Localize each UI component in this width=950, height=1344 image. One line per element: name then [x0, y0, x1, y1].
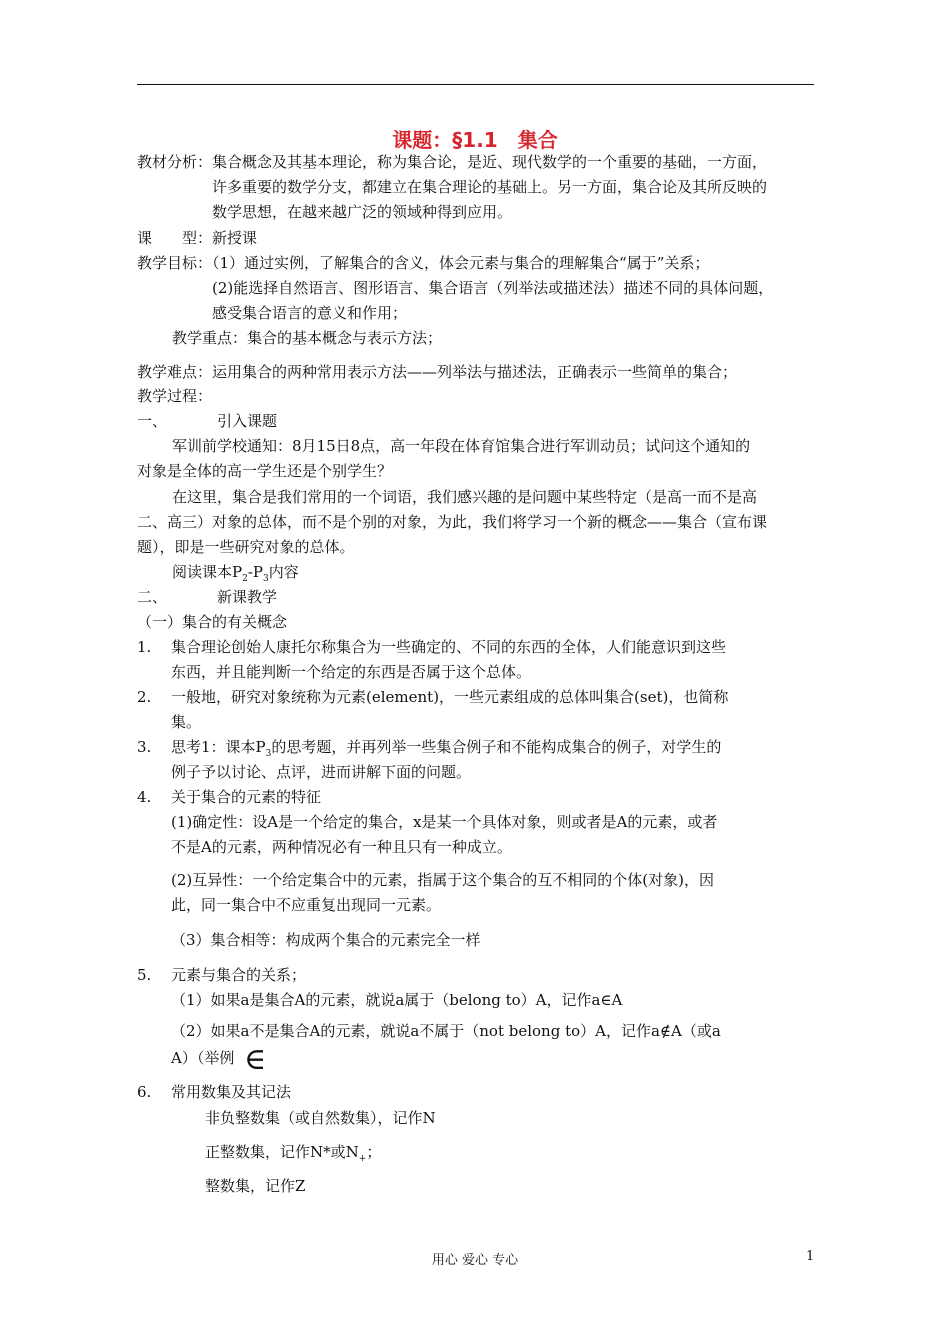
list-item-1: 1. 集合理论创始人康托尔称集合为一些确定的、不同的东西的全体，人们能意识到这些	[137, 638, 727, 656]
analysis-line-1: 教材分析：集合概念及其基本理论，称为集合论，是近、现代数学的一个重要的基础，一方面，	[137, 153, 768, 171]
number-set-natural: 非负整数集（或自然数集），记作N	[205, 1109, 436, 1127]
key-point: 教学重点：集合的基本概念与表示方法；	[172, 329, 443, 347]
process-heading: 教学过程：	[137, 387, 213, 405]
list-item-6: 6. 常用数集及其记法	[137, 1083, 292, 1101]
subsection-1-heading: （一）集合的有关概念	[137, 613, 288, 631]
membership-rule-2-cont: A）（举例	[171, 1049, 235, 1067]
number-set-integer: 整数集，记作Z	[205, 1177, 306, 1195]
membership-rule-2: （2）如果a不是集合A的元素，就说a不属于（not belong to）A，记作a∉A（或a	[171, 1022, 721, 1040]
number-set-positive: 正整数集，记作N*或$N_+$；	[205, 1143, 382, 1164]
feature-determinacy: (1)确定性：设A是一个给定的集合，x是某一个具体对象，则或者是A的元素，或者	[171, 813, 718, 831]
goals-line-2: (2)能选择自然语言、图形语言、集合语言（列举法或描述法）描述不同的具体问题，	[212, 279, 774, 297]
section-1-heading: 一、 引入课题	[137, 412, 278, 430]
feature-distinctness-cont: 此，同一集合中不应重复出现同一元素。	[171, 896, 442, 914]
list-item-2-cont: 集。	[171, 713, 202, 731]
page-title: 课题：§1.1 集合	[392, 128, 558, 152]
intro-line-5: 题），即是一些研究对象的总体。	[137, 538, 355, 556]
reading-note: 阅读课本$P_2-P_3$内容	[172, 563, 299, 584]
list-item-2: 2. 一般地，研究对象统称为元素(element)，一些元素组成的总体叫集合(set)，也简称	[137, 688, 729, 706]
list-item-3: 3. 思考1：课本$P_3$的思考题，并再列举一些集合例子和不能构成集合的例子，对学生的	[137, 738, 722, 759]
feature-distinctness: (2)互异性：一个给定集合中的元素，指属于这个集合的互不相同的个体(对象)，因	[171, 871, 714, 889]
feature-determinacy-cont: 不是A的元素，两种情况必有一种且只有一种成立。	[171, 838, 512, 856]
header-rule	[137, 84, 814, 85]
list-item-4: 4. 关于集合的元素的特征	[137, 788, 322, 806]
page-number: 1	[806, 1249, 815, 1264]
intro-line-3: 在这里，集合是我们常用的一个词语，我们感兴趣的是问题中某些特定（是高一而不是高	[172, 488, 758, 506]
analysis-line-2: 许多重要的数学分支，都建立在集合理论的基础上。另一方面，集合论及其所反映的	[212, 178, 768, 196]
page-footer: 用心 爱心 专心	[431, 1253, 519, 1268]
analysis-line-3: 数学思想，在越来越广泛的领域种得到应用。	[212, 203, 513, 221]
goals-line-1: 教学目标：（1）通过实例，了解集合的含义，体会元素与集合的理解集合“属于”关系；	[137, 254, 710, 272]
intro-line-1: 军训前学校通知：8月15日8点，高一年段在体育馆集合进行军训动员；试问这个通知的	[172, 437, 751, 455]
list-item-1-cont: 东西，并且能判断一个给定的东西是否属于这个总体。	[171, 663, 532, 681]
list-item-3-cont: 例子予以讨论、点评，进而讲解下面的问题。	[171, 763, 472, 781]
intro-line-2: 对象是全体的高一学生还是个别学生？	[137, 462, 393, 480]
feature-equality: （3）集合相等：构成两个集合的元素完全一样	[171, 931, 481, 949]
element-of-symbol: ∈	[244, 1042, 267, 1077]
list-item-5: 5. 元素与集合的关系；	[137, 966, 307, 984]
lesson-type: 课 型：新授课	[137, 229, 258, 247]
intro-line-4: 二、高三）对象的总体，而不是个别的对象，为此，我们将学习一个新的概念——集合（宣布课	[137, 513, 768, 531]
goals-line-3: 感受集合语言的意义和作用；	[212, 304, 408, 322]
membership-rule-1: （1）如果a是集合A的元素，就说a属于（belong to）A，记作a∈A	[171, 991, 623, 1009]
difficulty: 教学难点：运用集合的两种常用表示方法——列举法与描述法，正确表示一些简单的集合；	[137, 363, 738, 381]
section-2-heading: 二、 新课教学	[137, 588, 278, 606]
